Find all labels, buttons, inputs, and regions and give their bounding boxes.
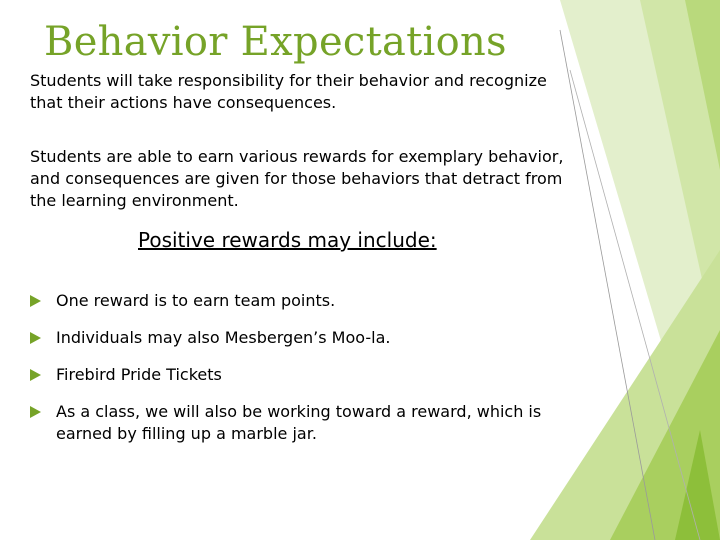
list-item <box>30 401 590 445</box>
list-item-text: Firebird Pride Tickets <box>56 365 222 384</box>
list-item <box>30 364 590 386</box>
list-item <box>30 327 590 349</box>
arrow-bullet-icon <box>30 406 41 418</box>
paragraph-responsibility: Students will take responsibility for their behavior and recognize that their actions have consequences. <box>30 71 547 112</box>
paragraph-rewards: Students are able to earn various rewards for exemplary behavior, and consequences are given for those behaviors that detract from the learning environment. <box>30 147 564 210</box>
rewards-list <box>30 290 590 460</box>
list-item <box>30 290 590 312</box>
arrow-bullet-icon <box>30 369 41 381</box>
slide-title: Behavior Expectations <box>44 19 507 65</box>
arrow-bullet-icon <box>30 332 41 344</box>
list-item-text: One reward is to earn team points. <box>56 291 336 310</box>
rewards-subheading: Positive rewards may include: <box>138 228 437 252</box>
list-item-text: Individuals may also Mesbergen’s Moo-la. <box>56 328 391 347</box>
list-item-text: As a class, we will also be working toward a reward, which is earned by filling up a marble jar. <box>56 402 542 443</box>
arrow-bullet-icon <box>30 295 41 307</box>
